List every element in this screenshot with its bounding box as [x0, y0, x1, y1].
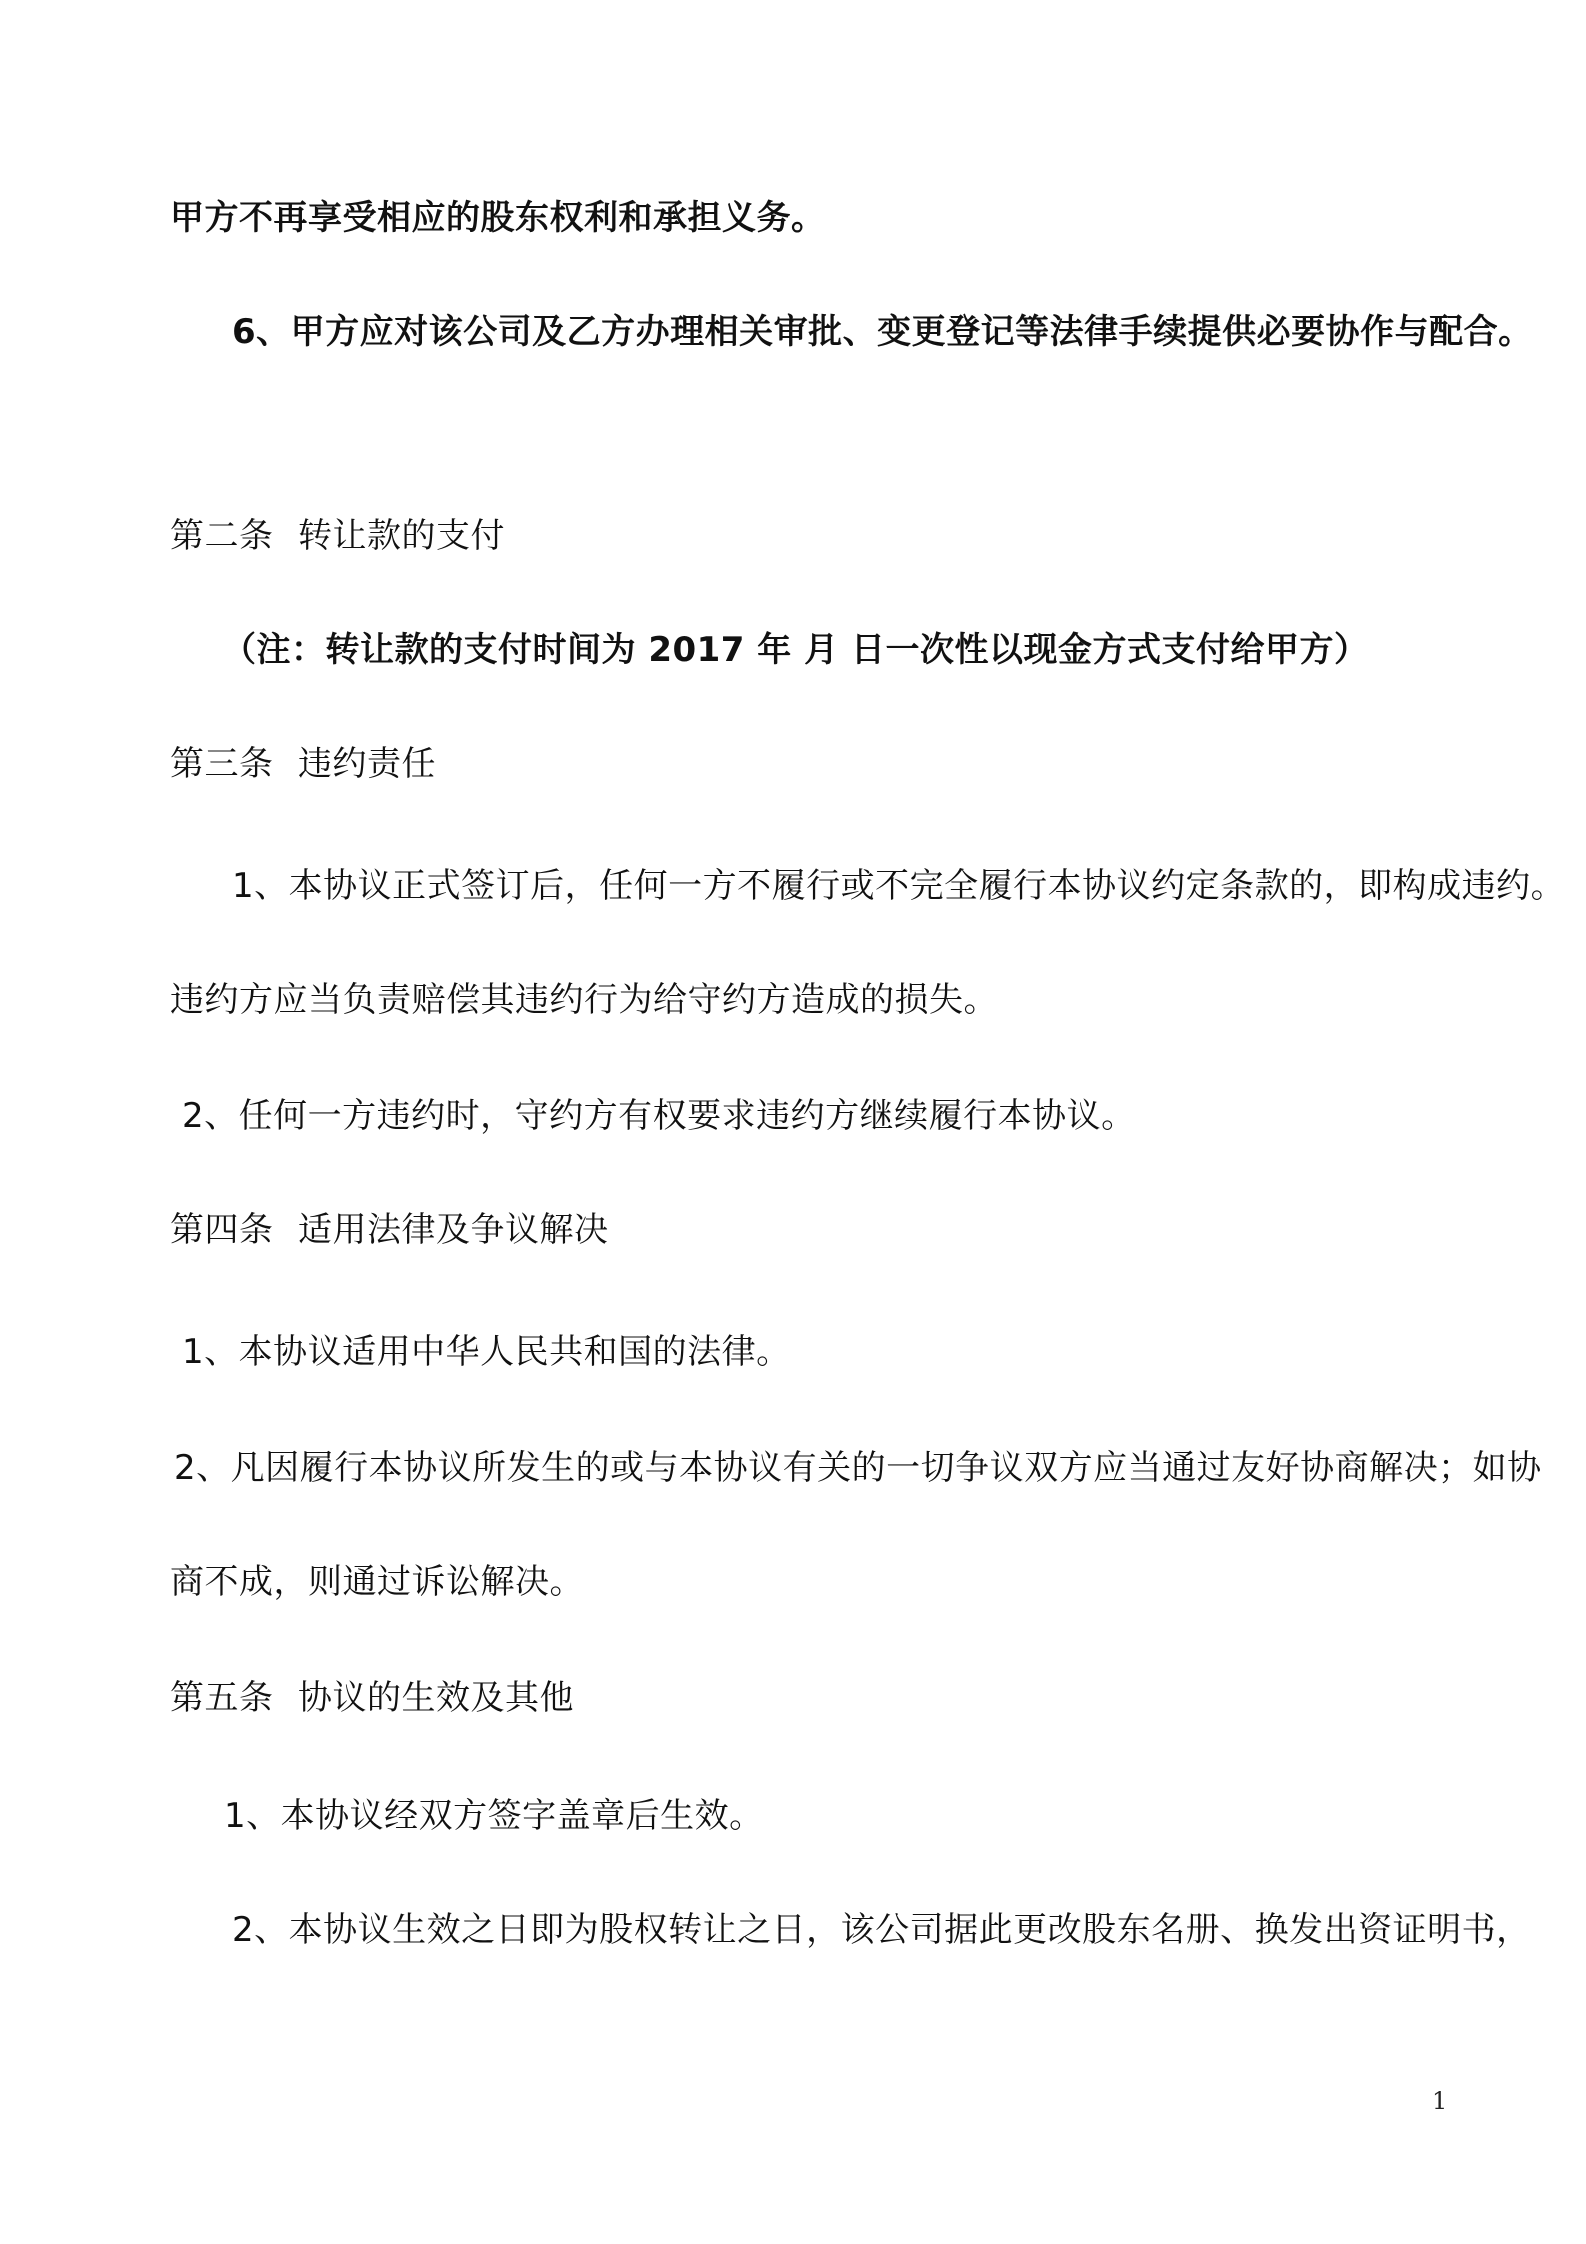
paragraph-item-1: 1、本协议经双方签字盖章后生效。	[224, 1796, 764, 1836]
article-title: 适用法律及争议解决	[298, 1210, 609, 1250]
article-title: 违约责任	[298, 744, 436, 784]
page-number: 1	[1432, 2087, 1448, 2115]
paragraph-item-6: 6、甲方应对该公司及乙方办理相关审批、变更登记等法律手续提供必要协作与配合。	[232, 312, 1533, 352]
article-2-heading	[170, 514, 505, 558]
paragraph-item-2: 2、任何一方违约时，守约方有权要求违约方继续履行本协议。	[182, 1096, 1136, 1136]
payment-note: （注：转让款的支付时间为 2017 年 月 日一次性以现金方式支付给甲方）	[222, 630, 1369, 670]
article-title: 协议的生效及其他	[298, 1678, 574, 1718]
article-4-heading	[170, 1208, 609, 1252]
article-title: 转让款的支付	[298, 516, 505, 556]
article-number: 第四条	[170, 1210, 274, 1250]
paragraph-item-2: 2、凡因履行本协议所发生的或与本协议有关的一切争议双方应当通过友好协商解决；如协	[174, 1448, 1542, 1488]
paragraph-item-1: 1、本协议正式签订后，任何一方不履行或不完全履行本协议约定条款的，即构成违约。	[232, 866, 1566, 906]
article-number: 第五条	[170, 1678, 274, 1718]
paragraph-line: 商不成，则通过诉讼解决。	[170, 1562, 584, 1602]
article-number: 第三条	[170, 744, 274, 784]
article-number: 第二条	[170, 516, 274, 556]
paragraph-item-1: 1、本协议适用中华人民共和国的法律。	[182, 1332, 791, 1372]
article-5-heading	[170, 1676, 574, 1720]
paragraph-line: 违约方应当负责赔偿其违约行为给守约方造成的损失。	[170, 980, 998, 1020]
paragraph-item-2: 2、本协议生效之日即为股权转让之日，该公司据此更改股东名册、换发出资证明书，	[232, 1910, 1531, 1950]
article-3-heading	[170, 742, 436, 786]
paragraph-line: 甲方不再享受相应的股东权利和承担义务。	[170, 198, 826, 238]
